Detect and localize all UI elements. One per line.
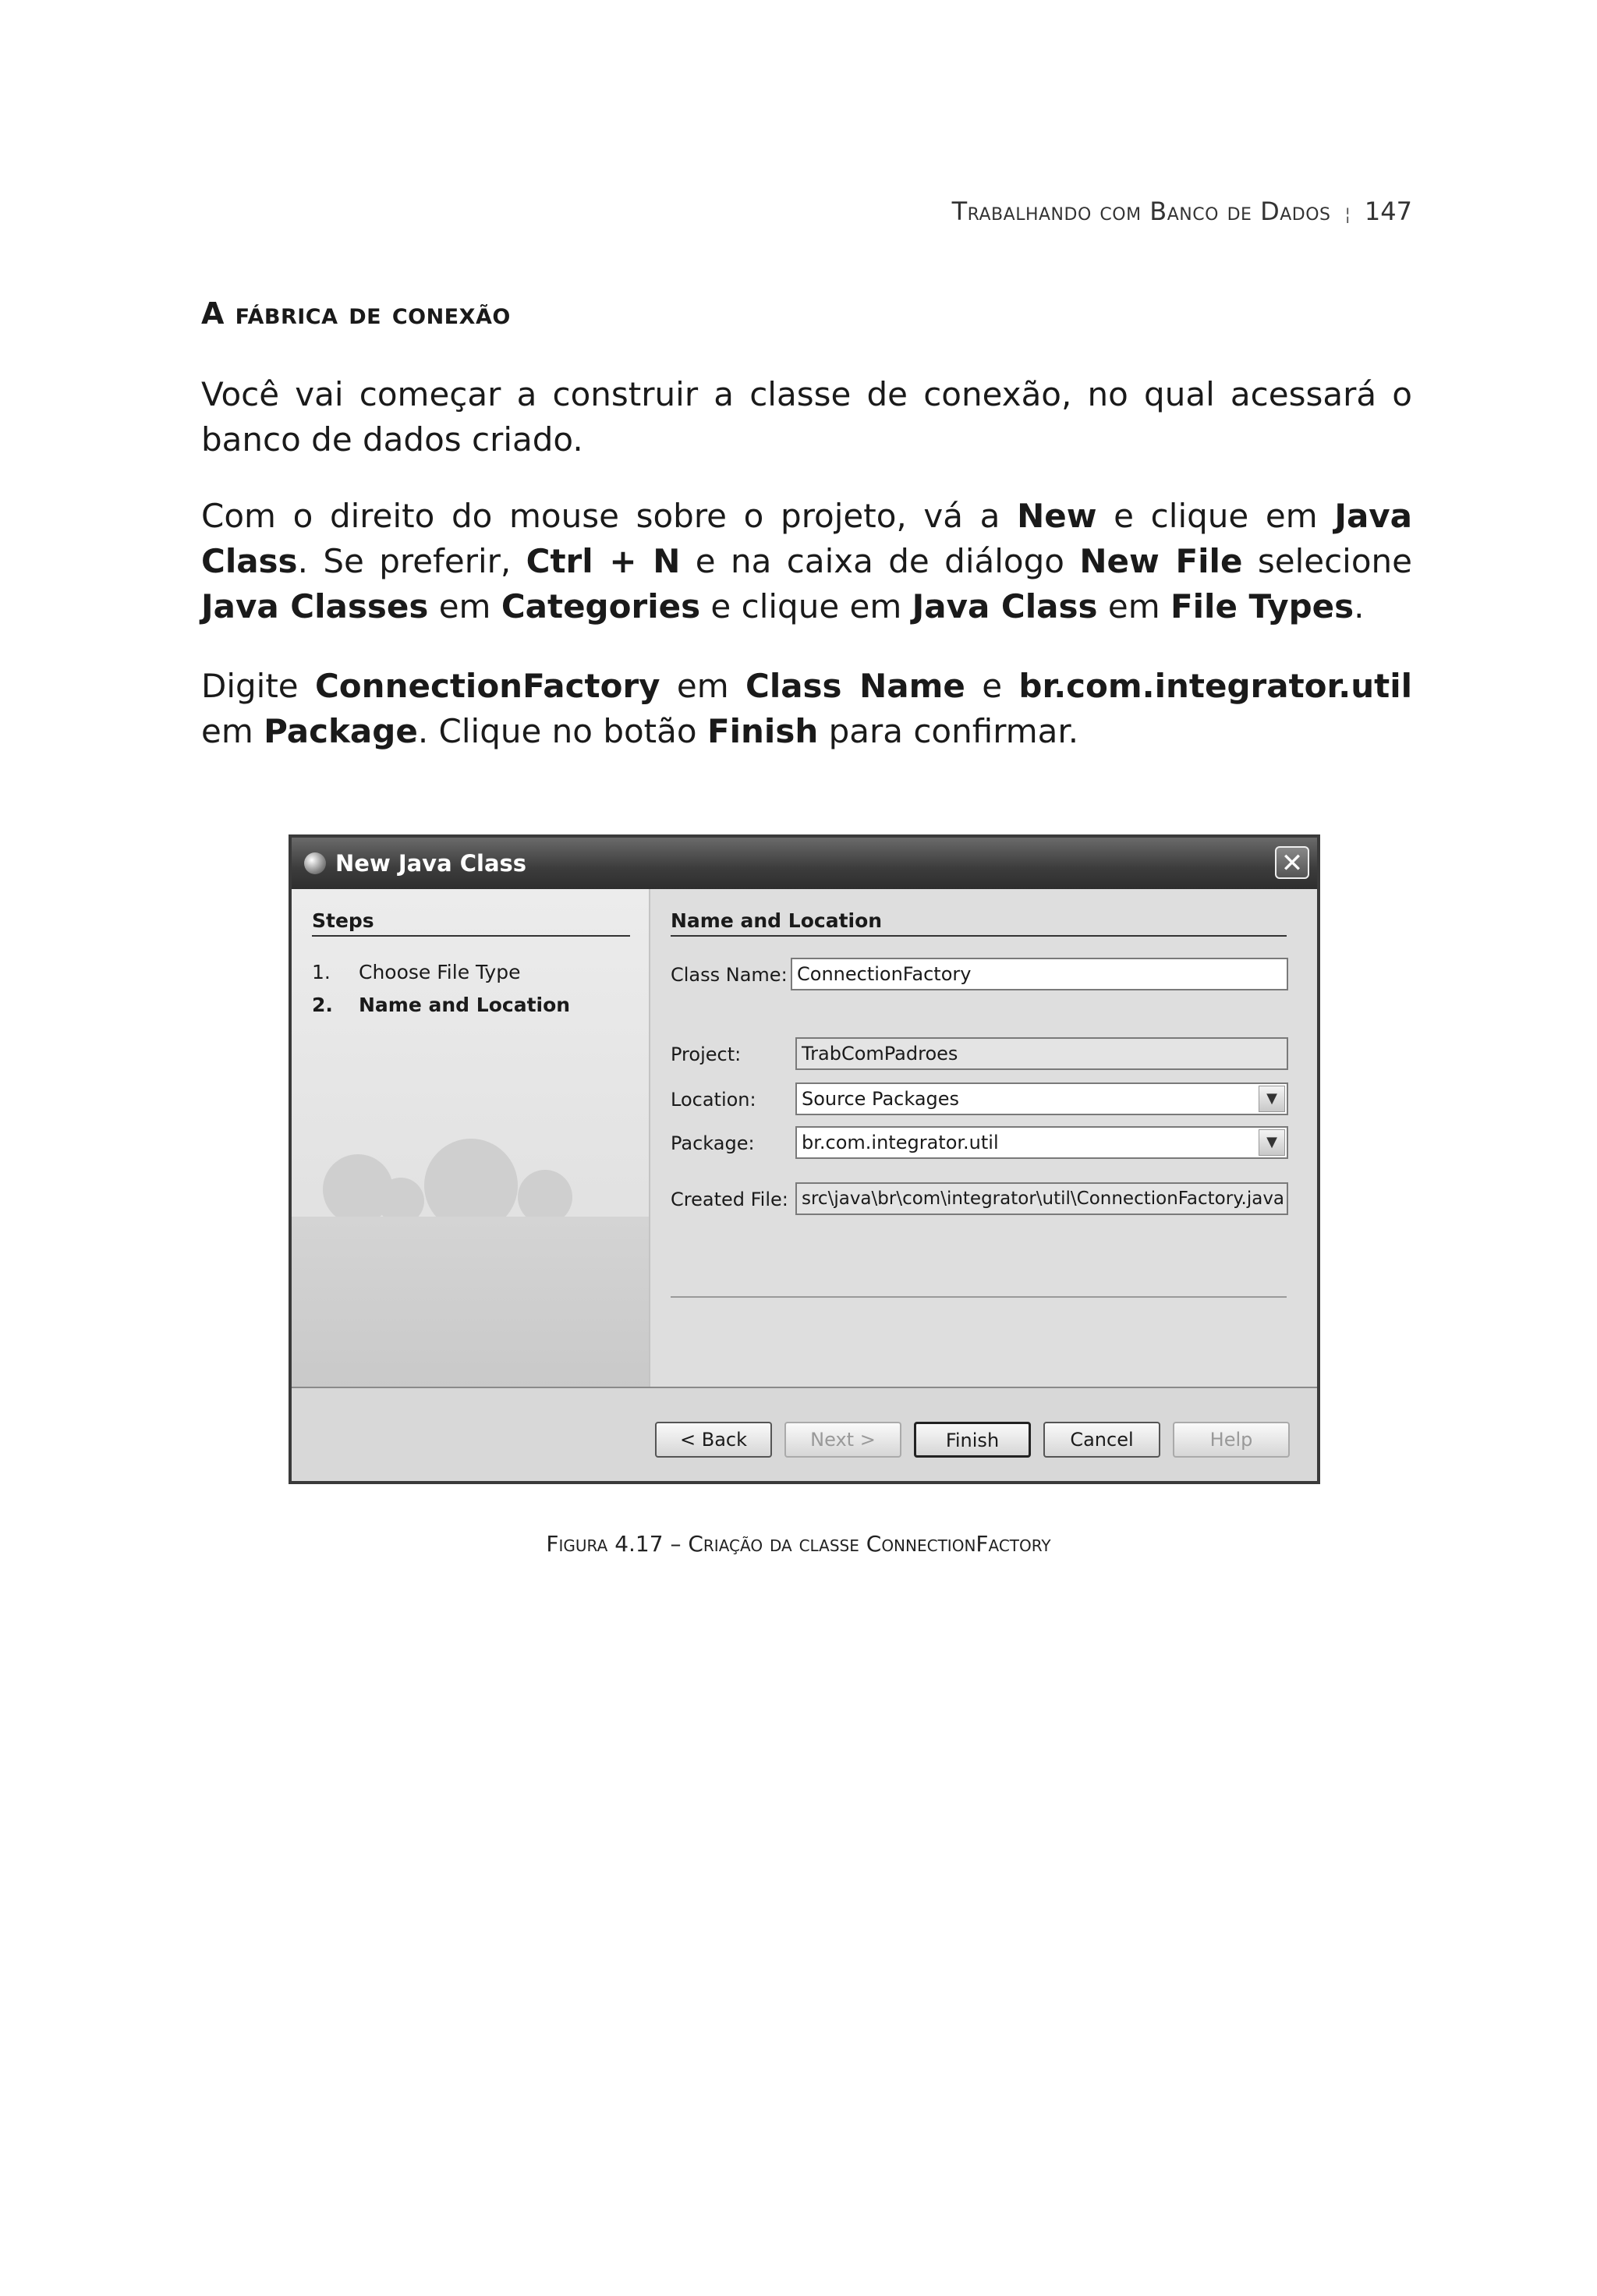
- step-label: Name and Location: [359, 994, 571, 1016]
- class-name-label: Class Name:: [671, 964, 788, 986]
- section-title: A fábrica de conexão: [201, 296, 511, 331]
- bold-term: New File: [1079, 542, 1243, 580]
- paragraph-3: [201, 664, 1412, 754]
- step-item-current: [312, 994, 570, 1016]
- help-button[interactable]: Help: [1173, 1422, 1290, 1458]
- text-run: em: [1097, 587, 1170, 625]
- step-number: 2.: [312, 994, 333, 1016]
- bold-term: New: [1017, 497, 1097, 535]
- text-run: e clique em: [1096, 497, 1335, 535]
- back-button[interactable]: < Back: [655, 1422, 772, 1458]
- bold-term: Java Class: [912, 587, 1098, 625]
- paragraph-2: [201, 494, 1412, 629]
- bold-term: ConnectionFactory: [314, 667, 660, 705]
- step-item: [312, 961, 520, 983]
- steps-heading: Steps: [312, 909, 630, 937]
- text-run: selecione: [1242, 542, 1413, 580]
- text-run: em: [201, 712, 264, 750]
- created-file-field: src\java\br\com\integrator\util\ConnectionFactory.java: [795, 1182, 1288, 1215]
- netbeans-cube-icon: [304, 852, 326, 874]
- chevron-down-icon[interactable]: ▼: [1259, 1129, 1285, 1156]
- close-icon: ✕: [1280, 848, 1304, 879]
- bold-term: Ctrl + N: [526, 542, 681, 580]
- bold-term: Categories: [501, 587, 701, 625]
- panel-heading: Name and Location: [671, 909, 1287, 937]
- dialog-titlebar[interactable]: [292, 838, 1317, 889]
- bold-term: Java Classes: [201, 587, 429, 625]
- paragraph-1: Você vai começar a construir a classe de conexão, no qual acessará o banco de dados criado.: [201, 375, 1412, 459]
- new-java-class-dialog: [289, 834, 1320, 1484]
- bold-term: File Types: [1170, 587, 1354, 625]
- figure-caption: Figura 4.17 – Criação da classe ConnectionFactory: [546, 1531, 1051, 1557]
- text-run: . Clique no botão: [417, 712, 707, 750]
- text-run: e na caixa de diálogo: [680, 542, 1080, 580]
- bold-term: Class Name: [745, 667, 965, 705]
- text-run: e clique em: [700, 587, 912, 625]
- running-header: [952, 197, 1412, 226]
- text-run: Digite: [201, 667, 315, 705]
- divider: [671, 1296, 1287, 1298]
- step-number: 1.: [312, 961, 331, 983]
- package-label: Package:: [671, 1132, 755, 1154]
- location-combo[interactable]: [795, 1082, 1288, 1115]
- location-value: Source Packages: [802, 1088, 960, 1110]
- next-button[interactable]: Next >: [784, 1422, 901, 1458]
- text-run: em: [428, 587, 501, 625]
- steps-panel: [292, 889, 649, 1387]
- bold-term: Java Class: [201, 497, 1413, 580]
- bold-term: Finish: [706, 712, 819, 750]
- project-label: Project:: [671, 1043, 742, 1065]
- page-number: 147: [1364, 197, 1412, 226]
- text-run: .: [1354, 587, 1365, 625]
- button-bar: [292, 1387, 1317, 1481]
- finish-button[interactable]: Finish: [914, 1422, 1031, 1458]
- bold-term: br.com.integrator.util: [1018, 667, 1412, 705]
- header-separator: ¦: [1344, 205, 1351, 225]
- cancel-button[interactable]: Cancel: [1043, 1422, 1160, 1458]
- name-location-panel: [649, 889, 1317, 1387]
- text-run: e: [965, 667, 1019, 705]
- text-run: . Se preferir,: [297, 542, 526, 580]
- chevron-down-icon[interactable]: ▼: [1259, 1086, 1285, 1112]
- step-label: Choose File Type: [359, 961, 521, 983]
- dialog-body: [292, 889, 1317, 1387]
- text-run: para confirmar.: [818, 712, 1079, 750]
- close-button[interactable]: [1275, 846, 1309, 879]
- created-file-label: Created File:: [671, 1189, 788, 1210]
- text-run: Com o direito do mouse sobre o projeto, vá a: [201, 497, 1018, 535]
- decorative-wave: [292, 1217, 649, 1387]
- class-name-input[interactable]: ConnectionFactory: [791, 958, 1288, 990]
- bold-term: Package: [264, 712, 418, 750]
- text-run: em: [660, 667, 745, 705]
- location-label: Location:: [671, 1089, 756, 1111]
- package-combo[interactable]: [795, 1126, 1288, 1159]
- dialog-title: New Java Class: [335, 850, 527, 877]
- package-value: br.com.integrator.util: [802, 1132, 999, 1153]
- running-title: Trabalhando com Banco de Dados: [951, 197, 1331, 226]
- project-field: TrabComPadroes: [795, 1037, 1288, 1070]
